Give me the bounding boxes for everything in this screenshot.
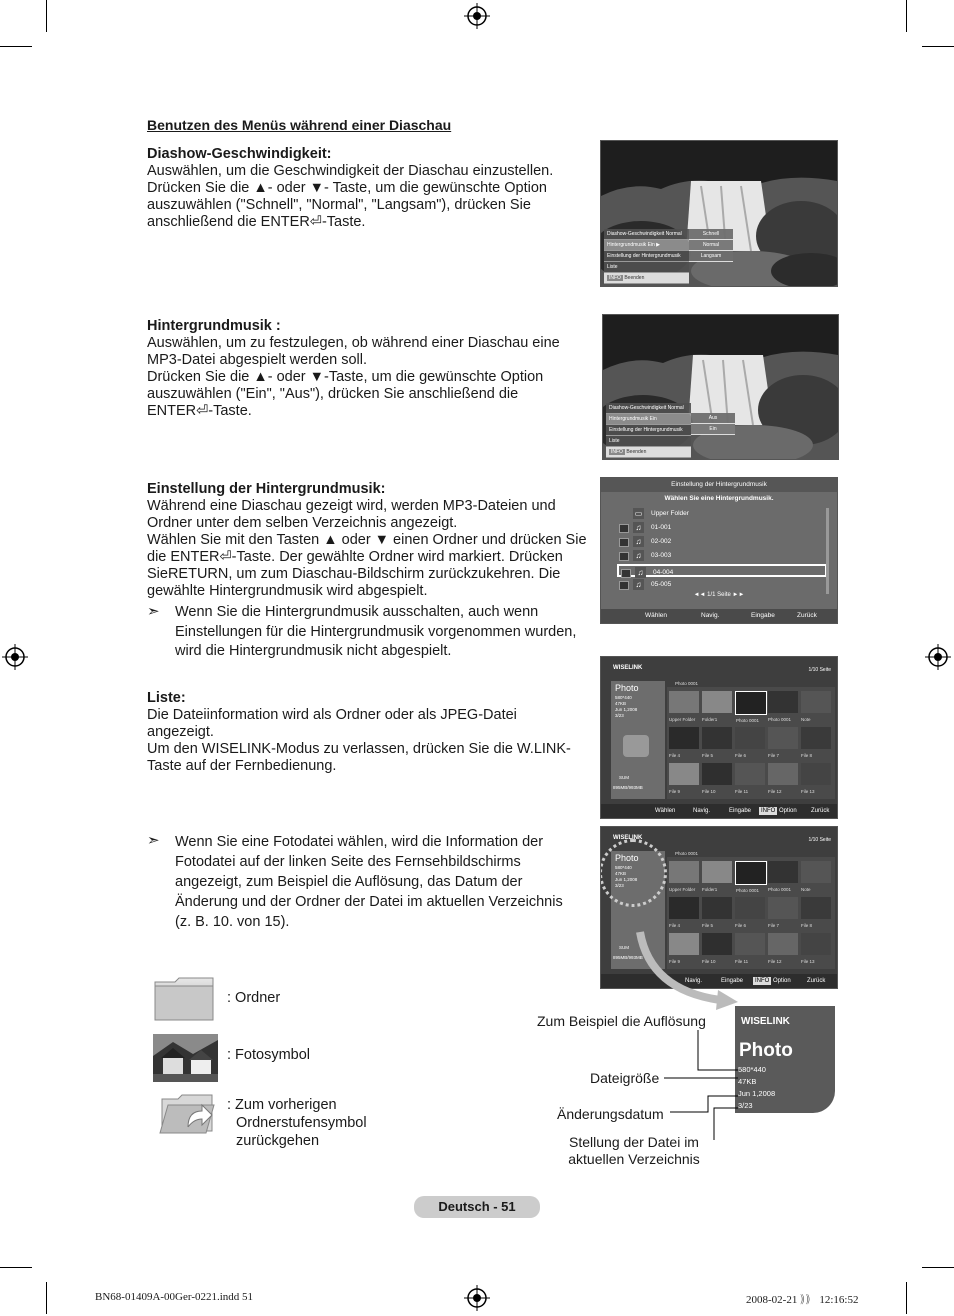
speed-line: Drücken Sie die ▲- oder ▼- Taste, um die gewünschte Option [147, 180, 547, 196]
list-note-line: angezeigt, zum Beispiel die Auflösung, das Datum der [175, 874, 523, 890]
list-line: angezeigt. [147, 724, 214, 740]
music-screen-subtitle: Wählen Sie eine Hintergrundmusik. [664, 495, 774, 502]
zoom-resolution: 580*440 [738, 1065, 766, 1074]
thumb-label[interactable]: File 7 [768, 753, 780, 758]
bar-navigate[interactable]: Navig. [685, 978, 703, 984]
thumb-label[interactable]: Photo 0001 [768, 717, 792, 722]
callout-date: Änderungsdatum [557, 1106, 664, 1122]
registration-mark-icon [464, 3, 490, 29]
background-music-screen [602, 314, 839, 460]
page-indicator: 1/10 Seite [808, 667, 831, 673]
speed-option[interactable]: Langsam [689, 251, 733, 262]
speed-section [147, 146, 587, 231]
osd-row[interactable]: Hintergrundmusik Ein ▶ [604, 240, 689, 251]
music-line: ENTER⏎-Taste. [147, 403, 252, 419]
thumb-label[interactable]: File 7 [768, 923, 780, 928]
bar-enter[interactable]: Eingabe [721, 978, 744, 984]
wiselink-logo: WISELINK [613, 835, 643, 841]
crop-mark [0, 1267, 32, 1268]
bar-enter[interactable]: Eingabe [751, 612, 775, 619]
zoomed-info-panel [735, 1006, 835, 1113]
thumb-label[interactable]: File 12 [768, 789, 782, 794]
info-button[interactable]: INFO [761, 808, 776, 814]
exit-label: Beenden [626, 449, 647, 455]
checkbox[interactable] [621, 569, 631, 578]
thumb-label[interactable]: File 11 [735, 959, 749, 964]
wiselink-bar [601, 804, 837, 818]
music-item[interactable]: 02-002 [651, 538, 672, 545]
legend-photo: : Fotosymbol [227, 1047, 310, 1063]
panel-line: 47KB [615, 871, 627, 876]
thumb-label[interactable]: File 5 [702, 923, 714, 928]
footer-file: BN68-01409A-00Ger-0221.indd 51 [95, 1291, 254, 1303]
osd-row[interactable]: Diashow-Geschwindigkeit Normal [606, 403, 691, 414]
zoom-brand: WISELINK [741, 1016, 790, 1027]
bar-select[interactable]: Wählen [655, 808, 676, 814]
music-note-icon: ♫ [635, 567, 646, 578]
checkbox[interactable] [619, 538, 629, 547]
thumb-label[interactable]: File 4 [669, 753, 681, 758]
note-arrow-icon: ➣ [147, 603, 160, 620]
thumb-label[interactable]: Photo 0001 [736, 718, 760, 723]
bar-option[interactable]: Option [773, 978, 791, 984]
music-note-icon: ♫ [633, 536, 644, 547]
bar-return[interactable]: Zurück [807, 978, 826, 984]
panel-line: 580*440 [615, 865, 632, 870]
info-button[interactable]: INFO [611, 449, 623, 455]
legend-up-line: zurückgehen [236, 1133, 320, 1149]
panel-line: 47KB [615, 701, 627, 706]
exit-label: Beenden [624, 275, 645, 281]
speed-option[interactable]: Schnell [689, 229, 733, 240]
osd-row[interactable]: Liste [604, 262, 689, 273]
list-line: Taste auf der Fernbedienung. [147, 758, 337, 774]
speed-line: Auswählen, um die Geschwindigkeit der Diaschau einzustellen. [147, 163, 554, 179]
osd-row[interactable]: Hintergrundmusik Ein [606, 414, 691, 425]
list-line: Um den WISELINK-Modus zu verlassen, drücken Sie die W.LINK- [147, 741, 571, 757]
panel-line: Jun 1,2008 [615, 877, 638, 882]
thumb-label[interactable]: Note [801, 887, 811, 892]
speed-option[interactable]: Normal [689, 240, 733, 251]
page-number-badge: Deutsch - 51 [414, 1196, 540, 1218]
thumb-label[interactable]: File 10 [702, 959, 716, 964]
crop-mark [46, 1282, 47, 1314]
crop-mark [906, 1282, 907, 1314]
list-heading: Liste: [147, 690, 186, 706]
section-title: Benutzen des Menüs während einer Diaschau [147, 117, 452, 133]
music-note-line: Einstellungen für die Hintergrundmusik vorgenommen wurden, [175, 623, 577, 640]
zoom-arrow-icon [630, 930, 740, 1010]
callout-resolution: Zum Beispiel die Auflösung [537, 1013, 706, 1029]
wiselink-screen [600, 656, 838, 819]
thumb-label[interactable]: Upper Folder [669, 887, 696, 892]
music-note-icon: ♫ [633, 550, 644, 561]
camera-icon [623, 735, 649, 757]
music-setting-line: gewählte Hintergrundmusik wird abgespielt. [147, 583, 428, 599]
music-screen-title: Einstellung der Hintergrundmusik [601, 478, 837, 492]
music-note-line: wird die Hintergrundmusik nicht abgespielt. [175, 643, 452, 659]
panel-line: 3/23 [615, 713, 624, 718]
registration-mark-icon [464, 1285, 490, 1311]
zoom-date: Jun 1,2008 [738, 1089, 776, 1098]
crop-mark [922, 46, 954, 47]
thumb-label[interactable]: File 8 [801, 753, 813, 758]
music-line: Drücken Sie die ▲- oder ▼-Taste, um die gewünschte Option [147, 369, 544, 385]
thumb-label[interactable]: File 12 [768, 959, 782, 964]
sum-label: SUM [619, 775, 629, 780]
music-item[interactable]: 01-001 [651, 524, 672, 531]
info-button[interactable]: INFO [755, 978, 770, 984]
thumb-label[interactable]: File 11 [735, 789, 749, 794]
thumb-label[interactable]: Folder1 [702, 887, 718, 892]
note-arrow-icon: ➣ [147, 832, 160, 849]
thumb-label[interactable]: Folder1 [702, 717, 718, 722]
zoom-title: Photo [739, 1040, 793, 1061]
panel-title: Photo [615, 683, 639, 693]
highlight-circle [600, 839, 667, 907]
music-line: auszuwählen ("Ein", "Aus"), drücken Sie anschließend die [147, 386, 519, 402]
list-note-line: Fotodatei auf der linken Seite des Fernsehbildschirms [175, 854, 521, 870]
callout-size: Dateigröße [590, 1070, 660, 1086]
music-pager[interactable]: ◄◄ 1/1 Seite ►► [693, 592, 745, 598]
speed-osd-menu [604, 229, 689, 284]
osd-row[interactable]: Einstellung der Hintergrundmusik [604, 251, 689, 262]
crop-mark [906, 0, 907, 32]
slideshow-speed-screen [600, 140, 838, 287]
zoom-size: 47KB [738, 1077, 757, 1086]
thumb-label[interactable]: File 5 [702, 753, 714, 758]
panel-title: Photo [615, 853, 639, 863]
callout-position-line: aktuellen Verzeichnis [568, 1151, 700, 1167]
sum-label: SUM [619, 945, 629, 950]
footer-date: 2008-02-21 ｠｠ 12:16:52 [746, 1294, 859, 1306]
music-setting-line: Während eine Diaschau gezeigt wird, werden MP3-Dateien und [147, 498, 556, 514]
info-panel [611, 681, 665, 799]
crop-mark [922, 1267, 954, 1268]
panel-line: 580*440 [615, 695, 632, 700]
osd-row[interactable]: Liste [606, 436, 691, 447]
music-item[interactable]: Upper Folder [651, 510, 689, 517]
registration-mark-icon [925, 644, 951, 670]
upper-folder-icon [158, 1091, 216, 1137]
speed-line: auszuwählen ("Schnell", "Normal", "Langsam"), drücken Sie [147, 197, 531, 213]
folder-label: Photo 0001 [675, 681, 699, 686]
checkbox[interactable] [619, 581, 629, 590]
music-setting-heading: Einstellung der Hintergrundmusik: [147, 481, 386, 497]
panel-line: 3/23 [615, 883, 624, 888]
music-setting-line: die ENTER⏎-Taste. Der gewählte Ordner wird markiert. Drücken [147, 549, 563, 565]
list-note-line: (z. B. 10. von 15). [175, 914, 290, 930]
registration-mark-icon [2, 644, 28, 670]
wiselink-logo: WISELINK [613, 665, 643, 671]
music-options [691, 413, 735, 435]
speed-options [689, 229, 733, 262]
info-button[interactable]: INFO [609, 275, 621, 281]
music-item[interactable]: 03-003 [651, 552, 672, 559]
panel-line: Jun 1,2008 [615, 707, 638, 712]
list-note [175, 832, 595, 932]
thumb-label[interactable]: Photo 0001 [736, 888, 760, 893]
page-indicator: 1/10 Seite [808, 837, 831, 843]
bar-select[interactable]: Wählen [645, 612, 668, 619]
crop-mark [0, 46, 32, 47]
music-section [147, 318, 587, 420]
thumb-label[interactable]: Note [801, 717, 811, 722]
photo-symbol-icon [153, 1034, 218, 1082]
music-screen-bar [601, 609, 837, 623]
bar-navigate[interactable]: Navig. [701, 612, 720, 619]
storage-label: 895MB/993MB [613, 785, 643, 790]
thumb-label[interactable]: File 13 [801, 789, 815, 794]
music-setting-screen [600, 477, 838, 624]
callout-lines [660, 1030, 740, 1145]
checkbox[interactable] [619, 552, 629, 561]
legend-folder: : Ordner [227, 990, 281, 1006]
scrollbar[interactable] [826, 508, 829, 594]
music-line: Auswählen, um zu festzulegen, ob während einer Diaschau eine [147, 335, 560, 351]
list-note-line: Wenn Sie eine Fotodatei wählen, wird die Information der [175, 834, 544, 850]
music-setting-line: Ordner unter dem selben Verzeichnis angezeigt. [147, 515, 458, 531]
list-note-line: Änderung und der Ordner der Datei im aktuellen Verzeichnis [175, 894, 563, 910]
music-heading: Hintergrundmusik : [147, 318, 281, 334]
music-note-line: Wenn Sie die Hintergrundmusik ausschalten, auch wenn [175, 604, 539, 620]
music-note [175, 603, 595, 662]
thumb-label[interactable]: File 8 [801, 923, 813, 928]
music-osd-menu [606, 403, 691, 458]
music-line: MP3-Datei abgespielt werden soll. [147, 352, 368, 368]
thumb-label[interactable]: Upper Folder [669, 717, 696, 722]
crop-mark [46, 0, 47, 32]
legend-up-line: Ordnerstufensymbol [236, 1115, 367, 1131]
thumb-label[interactable]: File 13 [801, 959, 815, 964]
osd-row[interactable]: Diashow-Geschwindigkeit Normal [604, 229, 689, 240]
music-setting-section [147, 481, 597, 600]
thumb-label[interactable]: File 9 [669, 959, 681, 964]
music-item[interactable]: 05-005 [651, 581, 672, 588]
music-item[interactable]: 04-004 [653, 569, 674, 576]
thumb-label[interactable]: File 9 [669, 789, 681, 794]
music-option[interactable]: Ein [691, 424, 735, 435]
music-setting-line: SieRETURN, um zum Diaschau-Bildschirm zurückzukehren. Die [147, 566, 561, 582]
list-line: Die Dateiinformation wird als Ordner oder als JPEG-Datei [147, 707, 517, 723]
folder-icon [153, 976, 215, 1022]
thumb-label[interactable]: Photo 0001 [768, 887, 792, 892]
music-option[interactable]: Aus [691, 413, 735, 424]
callout-position-line: Stellung der Datei im [569, 1134, 699, 1150]
bar-return[interactable]: Zurück [797, 612, 817, 619]
thumb-label[interactable]: File 10 [702, 789, 716, 794]
music-note-icon: ♫ [633, 522, 644, 533]
bar-return[interactable]: Zurück [811, 808, 830, 814]
speed-heading: Diashow-Geschwindigkeit: [147, 146, 332, 162]
thumb-label[interactable]: File 6 [735, 923, 747, 928]
list-section [147, 690, 587, 775]
checkbox[interactable] [619, 524, 629, 533]
bar-enter[interactable]: Eingabe [729, 808, 752, 814]
thumb-label[interactable]: File 4 [669, 923, 681, 928]
storage-label: 895MB/993MB [613, 955, 643, 960]
folder-label: Photo 0001 [675, 851, 699, 856]
zoom-position: 3/23 [738, 1101, 753, 1110]
legend-up [227, 1096, 367, 1150]
thumbnail-grid [667, 687, 835, 799]
speed-line: anschließend die ENTER⏎-Taste. [147, 214, 366, 230]
music-setting-line: Wählen Sie mit den Tasten ▲ oder ▼ einen Ordner und drücken Sie [147, 532, 587, 548]
folder-icon: ▭ [634, 509, 643, 518]
bar-navigate[interactable]: Navig. [693, 808, 711, 814]
osd-row[interactable]: Einstellung der Hintergrundmusik [606, 425, 691, 436]
legend-up-line: : Zum vorherigen [227, 1097, 337, 1113]
bar-option[interactable]: Option [779, 808, 797, 814]
thumb-label[interactable]: File 6 [735, 753, 747, 758]
music-note-icon: ♫ [633, 579, 644, 590]
